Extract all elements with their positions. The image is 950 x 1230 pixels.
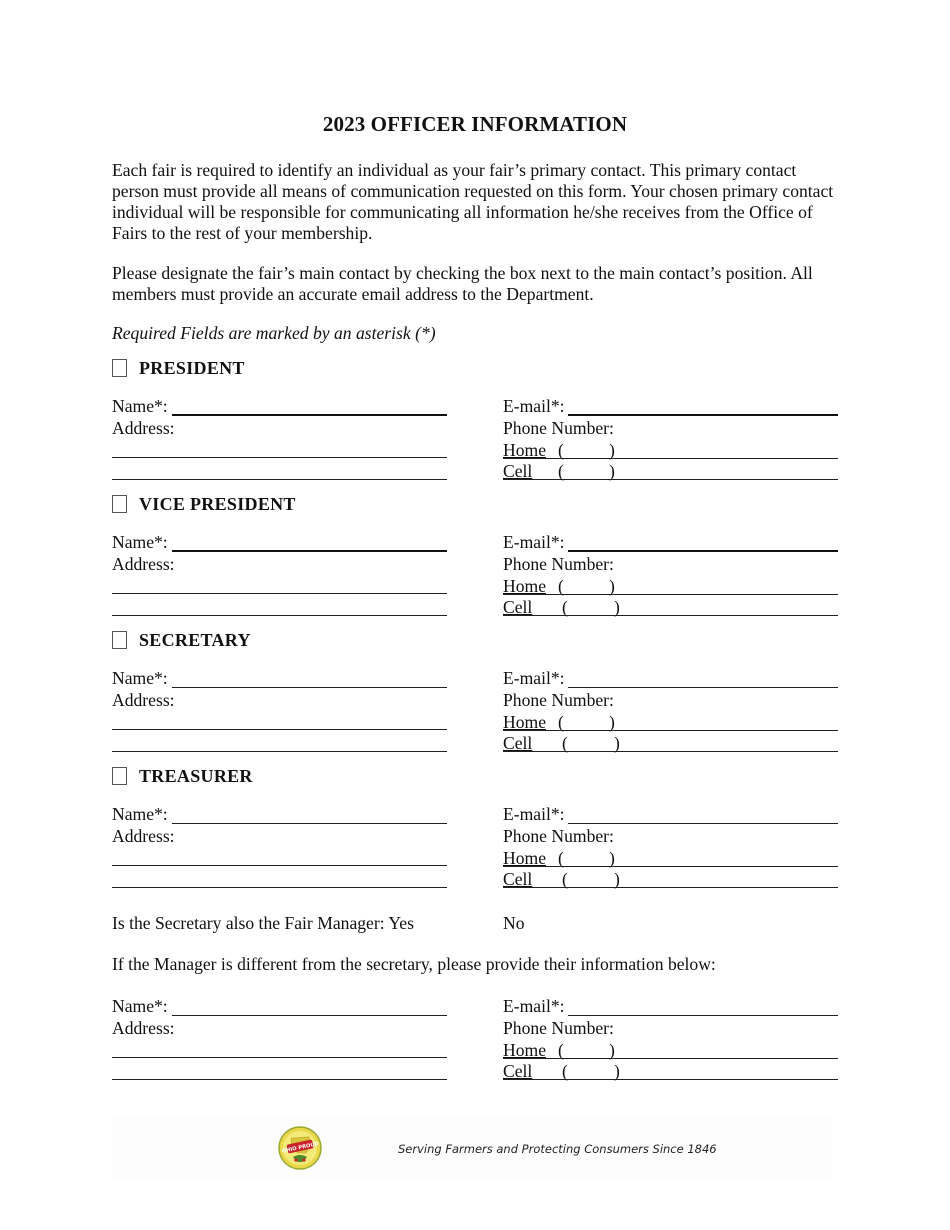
home-paren-open: ( — [558, 1040, 564, 1060]
phone-label: Phone Number: — [503, 418, 614, 438]
cell-paren-close: ) — [614, 597, 620, 617]
cell-phone-input[interactable] — [503, 1065, 838, 1080]
phone-label: Phone Number: — [503, 826, 614, 846]
address-label: Address: — [112, 1018, 175, 1038]
cell-phone-input[interactable] — [503, 873, 838, 888]
address-line-2-input[interactable] — [112, 1065, 447, 1080]
cell-paren-open: ( — [562, 597, 568, 617]
home-paren-open: ( — [558, 576, 564, 596]
home-phone-input[interactable] — [503, 716, 838, 731]
cell-paren-close: ) — [614, 733, 620, 753]
home-phone-input[interactable] — [503, 444, 838, 459]
phone-label: Phone Number: — [503, 690, 614, 710]
intro-paragraph: Each fair is required to identify an individual as your fair’s primary contact. This primary contact person must provide all means of communication requested on this form. Your chosen primary contact individual will be responsible for communicating all information he/she receives from the Office of Fairs to the rest of your membership. — [112, 160, 834, 243]
cell-label: Cell — [503, 733, 533, 753]
manager-question[interactable]: Is the Secretary also the Fair Manager: Yes — [112, 913, 414, 933]
home-paren-close: ) — [609, 576, 615, 596]
address-line-1-input[interactable] — [112, 443, 447, 458]
cell-label: Cell — [503, 869, 533, 889]
address-line-1-input[interactable] — [112, 1043, 447, 1058]
cell-label: Cell — [503, 1061, 533, 1081]
email-label: E-mail*: — [503, 532, 565, 552]
address-line-1-input[interactable] — [112, 715, 447, 730]
cell-paren-close: ) — [614, 869, 620, 889]
cell-phone-input[interactable] — [503, 737, 838, 752]
cell-phone-input[interactable] — [503, 465, 838, 480]
name-label: Name*: — [112, 532, 168, 552]
cell-paren-close: ) — [609, 461, 615, 481]
address-line-2-input[interactable] — [112, 465, 447, 480]
name-input[interactable] — [172, 1001, 447, 1016]
home-phone-input[interactable] — [503, 1044, 838, 1059]
home-label: Home — [503, 576, 546, 596]
cell-paren-close: ) — [614, 1061, 620, 1081]
logo-text: OHIO PROUD — [281, 1141, 320, 1155]
section-vice-president — [0, 492, 950, 622]
ohio-proud-logo-icon — [278, 1126, 322, 1170]
main-contact-checkbox[interactable] — [112, 767, 127, 785]
role-title: SECRETARY — [139, 629, 251, 650]
email-input[interactable] — [568, 400, 838, 416]
address-line-1-input[interactable] — [112, 579, 447, 594]
cell-phone-input[interactable] — [503, 601, 838, 616]
address-line-1-input[interactable] — [112, 851, 447, 866]
name-label: Name*: — [112, 996, 168, 1016]
address-line-2-input[interactable] — [112, 873, 447, 888]
cell-paren-open: ( — [562, 1061, 568, 1081]
role-title: VICE PRESIDENT — [139, 493, 296, 514]
role-title: PRESIDENT — [139, 357, 245, 378]
designation-paragraph: Please designate the fair’s main contact by checking the box next to the main contact’s position. All members must provide an accurate email address to the Department. — [112, 263, 813, 304]
section-header — [112, 492, 296, 516]
home-label: Home — [503, 440, 546, 460]
email-label: E-mail*: — [503, 804, 565, 824]
address-label: Address: — [112, 690, 175, 710]
home-phone-input[interactable] — [503, 852, 838, 867]
email-input[interactable] — [568, 673, 838, 688]
name-input[interactable] — [172, 400, 447, 416]
page-title: 2023 OFFICER INFORMATION — [322, 112, 628, 136]
home-paren-close: ) — [609, 440, 615, 460]
home-paren-close: ) — [609, 712, 615, 732]
cell-label: Cell — [503, 461, 533, 481]
address-line-2-input[interactable] — [112, 601, 447, 616]
name-label: Name*: — [112, 804, 168, 824]
home-paren-close: ) — [609, 848, 615, 868]
cell-paren-open: ( — [562, 733, 568, 753]
manager-no-option[interactable]: No — [503, 913, 525, 933]
main-contact-checkbox[interactable] — [112, 359, 127, 377]
cell-label: Cell — [503, 597, 533, 617]
role-title: TREASURER — [139, 765, 253, 786]
name-input[interactable] — [172, 673, 447, 688]
main-contact-checkbox[interactable] — [112, 631, 127, 649]
phone-label: Phone Number: — [503, 554, 614, 574]
footer-tagline: Serving Farmers and Protecting Consumers Since 1846 — [398, 1142, 717, 1156]
email-input[interactable] — [568, 1001, 838, 1016]
name-row — [112, 396, 168, 417]
section-header — [112, 356, 245, 380]
section-treasurer — [0, 764, 950, 894]
home-paren-close: ) — [609, 1040, 615, 1060]
home-paren-open: ( — [558, 848, 564, 868]
home-label: Home — [503, 1040, 546, 1060]
name-label: Name*: — [112, 396, 168, 416]
home-phone-input[interactable] — [503, 580, 838, 595]
section-president — [0, 356, 950, 486]
cell-paren-open: ( — [562, 869, 568, 889]
section-header — [112, 764, 253, 788]
footer — [112, 1118, 832, 1178]
cell-paren-open: ( — [558, 461, 564, 481]
email-label: E-mail*: — [503, 668, 565, 688]
name-input[interactable] — [172, 809, 447, 824]
section-secretary — [0, 628, 950, 758]
email-label: E-mail*: — [503, 996, 565, 1016]
address-label: Address: — [112, 554, 175, 574]
email-input[interactable] — [568, 536, 838, 552]
home-paren-open: ( — [558, 440, 564, 460]
name-label: Name*: — [112, 668, 168, 688]
email-label: E-mail*: — [503, 396, 565, 416]
name-input[interactable] — [172, 536, 447, 552]
section-header — [112, 628, 251, 652]
home-paren-open: ( — [558, 712, 564, 732]
home-label: Home — [503, 848, 546, 868]
email-input[interactable] — [568, 809, 838, 824]
section-manager — [0, 956, 950, 1086]
address-label: Address: — [112, 418, 175, 438]
address-line-2-input[interactable] — [112, 737, 447, 752]
manager-note: If the Manager is different from the secretary, please provide their information below: — [112, 954, 716, 974]
phone-label: Phone Number: — [503, 1018, 614, 1038]
required-fields-note: Required Fields are marked by an asterisk (*) — [112, 323, 436, 343]
home-label: Home — [503, 712, 546, 732]
address-label: Address: — [112, 826, 175, 846]
main-contact-checkbox[interactable] — [112, 495, 127, 513]
